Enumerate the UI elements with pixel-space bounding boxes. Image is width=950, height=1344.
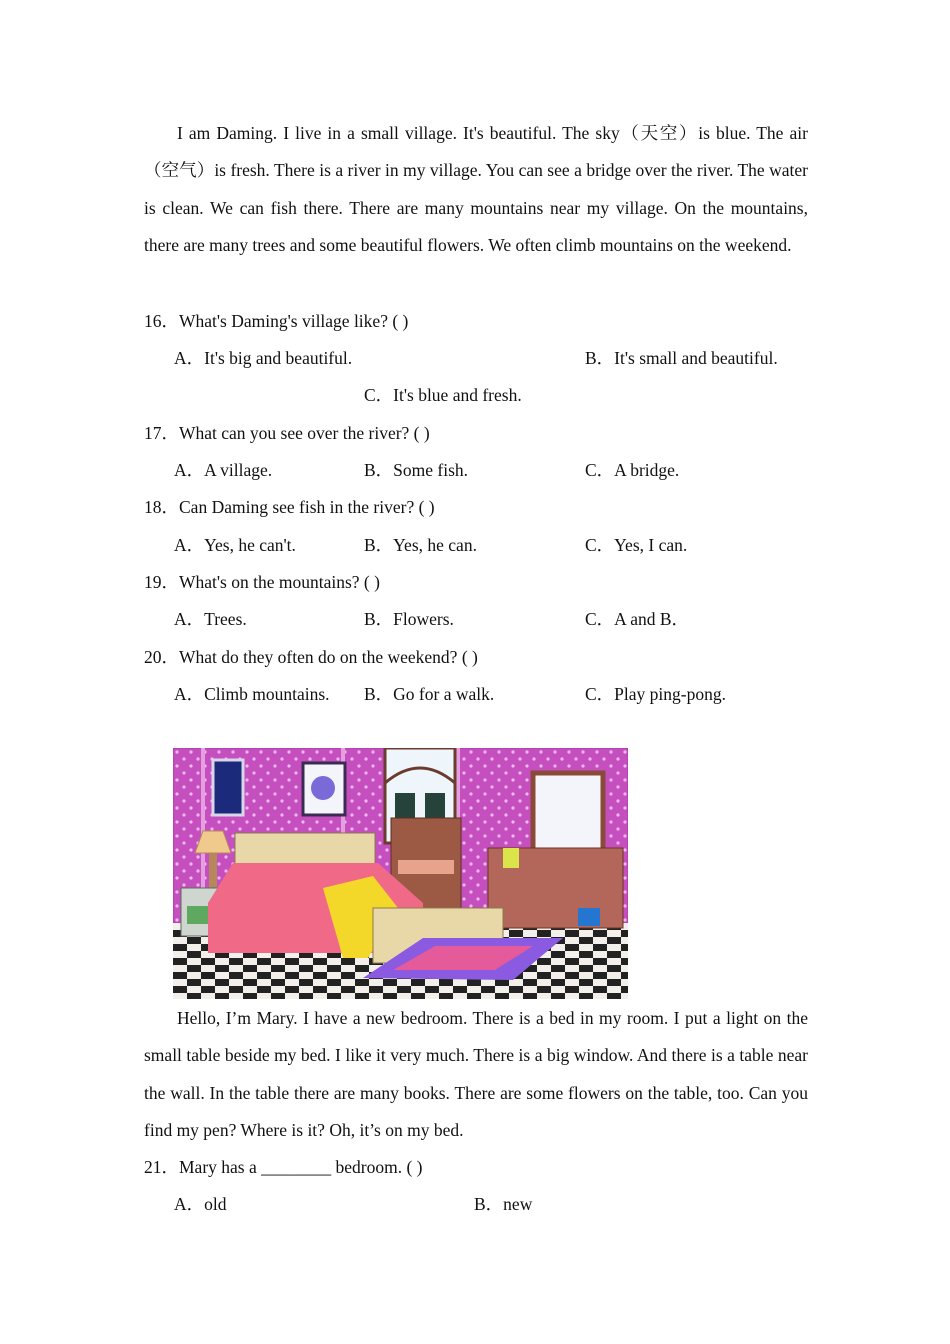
question-18-option-a: A．Yes, he can't. (174, 535, 296, 555)
question-16-option-c: C．It's blue and fresh. (364, 385, 522, 405)
question-19-option-a: A．Trees. (174, 609, 247, 629)
question-17-option-c: C．A bridge. (585, 460, 680, 480)
question-16-option-b: B．It's small and beautiful. (585, 348, 778, 368)
question-16-option-a: A．It's big and beautiful. (174, 348, 353, 368)
question-21: 21．Mary has a ________ bedroom. ( ) (144, 1157, 423, 1177)
reading-passage-bedroom: Hello, I’m Mary. I have a new bedroom. There is a bed in my room. I put a light on the small table beside my bed. I like it very much. There is a big window. And there is a table near the wall. In the table there are many books. There are some flowers on the table, too. Can you find my pen? Where is it? Oh, it’s on my bed. (144, 1008, 808, 1141)
question-21-option-b: B．new (474, 1194, 533, 1214)
question-20-option-b: B．Go for a walk. (364, 684, 495, 704)
question-20-option-a: A．Climb mountains. (174, 684, 330, 704)
question-18: 18．Can Daming see fish in the river? ( ) (144, 497, 435, 517)
question-17-option-a: A．A village. (174, 460, 273, 480)
question-20-option-c: C．Play ping-pong. (585, 684, 726, 704)
question-17-option-b: B．Some fish. (364, 460, 469, 480)
question-19: 19．What's on the mountains? ( ) (144, 572, 380, 592)
question-18-option-b: B．Yes, he can. (364, 535, 477, 555)
reading-passage-village: I am Daming. I live in a small village. It's beautiful. The sky（天空）is blue. The air（空气）is fresh. There is a river in my village. You can see a bridge over the river. The water is clean. We can fish there. There are many mountains near my village. On the mountains, there are many trees and some beautiful flowers. We often climb mountains on the weekend. (144, 123, 808, 256)
bedroom-illustration (173, 748, 628, 999)
question-19-option-c: C．A and B． (585, 609, 690, 629)
question-20: 20．What do they often do on the weekend? ( ) (144, 647, 478, 667)
question-18-option-c: C．Yes, I can. (585, 535, 688, 555)
question-19-option-b: B．Flowers. (364, 609, 454, 629)
question-17: 17．What can you see over the river? ( ) (144, 423, 430, 443)
question-16: 16．What's Daming's village like? ( ) (144, 311, 409, 331)
question-21-option-a: A．old (174, 1194, 227, 1214)
